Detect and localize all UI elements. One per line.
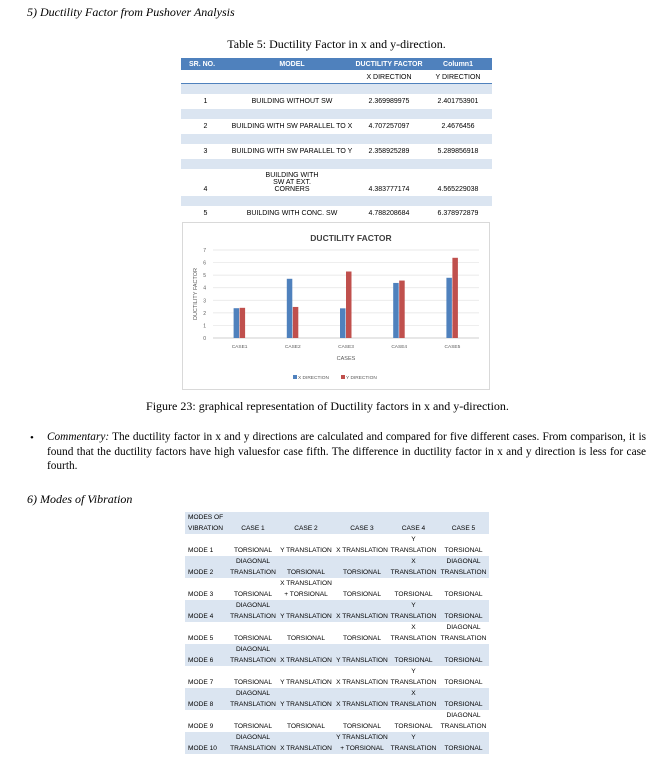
- mode-cell: DIAGONAL TRANSLATION: [229, 688, 277, 710]
- mode-cell: X TRANSLATION + TORSIONAL: [277, 578, 335, 600]
- header-column1: Column1: [424, 58, 492, 71]
- mode-cell: Y TRANSLATION: [277, 666, 335, 688]
- mode-cell: TORSIONAL: [438, 732, 489, 754]
- commentary-label: Commentary:: [47, 431, 110, 443]
- y-tick-label: 0: [203, 336, 206, 342]
- mode-cell: X TRANSLATION: [277, 732, 335, 754]
- mode-label: MODE 8: [185, 688, 229, 710]
- row-model: BUILDING WITH CONC. SW: [230, 207, 354, 221]
- row-no: 4: [181, 170, 230, 196]
- mode-cell: TORSIONAL: [335, 556, 389, 578]
- table-row: [185, 710, 489, 732]
- header-case-3: CASE 3: [335, 512, 389, 534]
- mode-cell: TORSIONAL: [438, 666, 489, 688]
- row-no: 5: [181, 207, 230, 221]
- table-row: [185, 688, 489, 710]
- mode-cell: TORSIONAL: [229, 710, 277, 732]
- mode-label: MODE 5: [185, 622, 229, 644]
- y-tick-label: 4: [203, 285, 206, 292]
- row-model: BUILDING WITH SW AT EXT. CORNERS: [230, 170, 354, 196]
- header-ductility-factor: DUCTILITY FACTOR: [354, 58, 424, 71]
- legend-swatch: [341, 375, 345, 379]
- mode-cell: TORSIONAL: [277, 710, 335, 732]
- table-row: [185, 622, 489, 644]
- mode-cell: TORSIONAL: [335, 622, 389, 644]
- bullet: •: [30, 432, 34, 444]
- bar-y-case2: [293, 307, 299, 338]
- bar-y-case5: [452, 258, 458, 338]
- mode-cell: Y TRANSLATION: [389, 666, 438, 688]
- bar-x-case4: [393, 283, 399, 338]
- figure-23-caption: Figure 23: graphical representation of Ductility factors in x and y-direction.: [146, 399, 509, 413]
- y-tick-label: 3: [203, 298, 206, 305]
- row-y-value: 2.401753901: [424, 95, 492, 109]
- mode-cell: TORSIONAL: [229, 578, 277, 600]
- header-modes-of-vibration: MODES OF VIBRATION: [185, 512, 229, 534]
- header-model: MODEL: [230, 58, 354, 71]
- mode-label: MODE 10: [185, 732, 229, 754]
- header-case-2: CASE 2: [277, 512, 335, 534]
- row-y-value: 6.378972879: [424, 207, 492, 221]
- bar-x-case2: [287, 279, 293, 338]
- mode-label: MODE 7: [185, 666, 229, 688]
- row-x-value: 4.788208684: [354, 207, 424, 221]
- header-sr-no: SR. NO.: [181, 58, 230, 71]
- table-header-row: [181, 58, 492, 71]
- mode-cell: TORSIONAL: [389, 644, 438, 666]
- subheader-empty: [181, 71, 230, 84]
- mode-label: MODE 2: [185, 556, 229, 578]
- x-tick-label: CASE1: [231, 345, 248, 350]
- row-y-value: 5.289856918: [424, 145, 492, 159]
- y-tick-label: 6: [203, 260, 206, 267]
- mode-cell: Y TRANSLATION + TORSIONAL: [335, 732, 389, 754]
- bar-y-case1: [240, 308, 246, 338]
- mode-cell: X TRANSLATION: [335, 666, 389, 688]
- ductility-factor-chart: [182, 222, 490, 390]
- mode-cell: TORSIONAL: [229, 666, 277, 688]
- ductility-factor-table: [181, 58, 492, 221]
- mode-cell: Y TRANSLATION: [335, 644, 389, 666]
- bar-x-case5: [446, 278, 452, 338]
- subheader-x-direction: X DIRECTION: [354, 71, 424, 84]
- mode-cell: TORSIONAL: [229, 622, 277, 644]
- y-tick-label: 5: [203, 273, 206, 280]
- row-y-value: 4.565229038: [424, 170, 492, 196]
- mode-cell: X TRANSLATION: [277, 644, 335, 666]
- mode-label: MODE 4: [185, 600, 229, 622]
- row-no: 2: [181, 120, 230, 134]
- table-row: [185, 644, 489, 666]
- mode-cell: X TRANSLATION: [335, 600, 389, 622]
- modes-of-vibration-table: [185, 512, 489, 754]
- mode-cell: TORSIONAL: [389, 710, 438, 732]
- row-x-value: 2.369989975: [354, 95, 424, 109]
- mode-cell: X TRANSLATION: [335, 534, 389, 556]
- mode-cell: X TRANSLATION: [335, 688, 389, 710]
- row-model: BUILDING WITHOUT SW: [230, 95, 354, 109]
- y-tick-label: 2: [203, 310, 206, 317]
- mode-label: MODE 3: [185, 578, 229, 600]
- mode-cell: TORSIONAL: [438, 534, 489, 556]
- commentary-text: The ductility factor in x and y directions are calculated and compared for five different cases. From comparison, it is found that the ductility factors have high valuesfor case fifth. The difference in ductility factor in x and y direction is less for case fourth.: [47, 431, 646, 472]
- table-row: [181, 170, 492, 196]
- table-row: [185, 556, 489, 578]
- table-row: [185, 534, 489, 556]
- row-x-value: 4.707257097: [354, 120, 424, 134]
- mode-cell: TORSIONAL: [389, 578, 438, 600]
- mode-label: MODE 6: [185, 644, 229, 666]
- bar-y-case3: [346, 271, 352, 338]
- table-row: [185, 578, 489, 600]
- table-row: [181, 207, 492, 221]
- mode-label: MODE 1: [185, 534, 229, 556]
- table-row: [181, 95, 492, 109]
- table-row: [181, 145, 492, 159]
- row-no: 3: [181, 145, 230, 159]
- x-tick-label: CASE4: [391, 345, 408, 350]
- x-tick-label: CASE2: [284, 345, 301, 350]
- row-model: BUILDING WITH SW PARALLEL TO Y: [230, 145, 354, 159]
- y-tick-label: 1: [203, 323, 206, 330]
- mode-cell: Y TRANSLATION: [277, 688, 335, 710]
- table-row: [185, 600, 489, 622]
- mode-label: MODE 9: [185, 710, 229, 732]
- table-5-caption: Table 5: Ductility Factor in x and y-direction.: [227, 37, 446, 51]
- chart-title: DUCTILITY FACTOR: [310, 233, 392, 243]
- mode-cell: TORSIONAL: [335, 710, 389, 732]
- mode-cell: Y TRANSLATION: [277, 600, 335, 622]
- mode-cell: DIAGONAL TRANSLATION: [229, 600, 277, 622]
- mode-cell: TORSIONAL: [438, 644, 489, 666]
- x-tick-label: CASE3: [338, 345, 354, 350]
- mode-cell: TORSIONAL: [277, 622, 335, 644]
- subheader-y-direction: Y DIRECTION: [424, 71, 492, 84]
- mode-cell: X TRANSLATION: [389, 688, 438, 710]
- section-5-heading: 5) Ductility Factor from Pushover Analysis: [27, 5, 235, 19]
- y-axis-label: DUCTILITY FACTOR: [193, 267, 199, 321]
- legend-entry: Y DIRECTION: [346, 376, 377, 381]
- mode-cell: X TRANSLATION: [389, 622, 438, 644]
- mode-cell: TORSIONAL: [438, 688, 489, 710]
- bar-x-case3: [340, 308, 346, 338]
- row-y-value: 2.4676456: [424, 120, 492, 134]
- table-row: [185, 732, 489, 754]
- table-row: [185, 666, 489, 688]
- bar-x-case1: [234, 308, 240, 338]
- row-no: 1: [181, 95, 230, 109]
- mode-cell: Y TRANSLATION: [277, 534, 335, 556]
- mode-cell: DIAGONAL TRANSLATION: [229, 644, 277, 666]
- subheader-empty: [230, 71, 354, 84]
- legend-entry: X DIRECTION: [298, 376, 329, 381]
- row-model: BUILDING WITH SW PARALLEL TO X: [230, 120, 354, 134]
- row-x-value: 2.358925289: [354, 145, 424, 159]
- bar-y-case4: [399, 281, 405, 338]
- y-tick-label: 7: [203, 248, 206, 254]
- header-case-1: CASE 1: [229, 512, 277, 534]
- table-subheader-row: [181, 71, 492, 84]
- mode-cell: DIAGONAL TRANSLATION: [438, 556, 489, 578]
- mode-cell: TORSIONAL: [229, 534, 277, 556]
- row-x-value: 4.383777174: [354, 170, 424, 196]
- header-case-4: CASE 4: [389, 512, 438, 534]
- mode-cell: Y TRANSLATION: [389, 534, 438, 556]
- mode-cell: DIAGONAL TRANSLATION: [438, 710, 489, 732]
- mode-cell: DIAGONAL TRANSLATION: [229, 556, 277, 578]
- mode-cell: Y TRANSLATION: [389, 600, 438, 622]
- x-axis-label: CASES: [336, 356, 356, 362]
- commentary-paragraph: [47, 430, 646, 474]
- modes-header-row: [185, 512, 489, 534]
- mode-cell: X TRANSLATION: [389, 556, 438, 578]
- chart-canvas: [183, 223, 489, 389]
- mode-cell: TORSIONAL: [335, 578, 389, 600]
- mode-cell: TORSIONAL: [277, 556, 335, 578]
- header-case-5: CASE 5: [438, 512, 489, 534]
- legend-swatch: [293, 375, 297, 379]
- section-6-heading: 6) Modes of Vibration: [27, 492, 133, 506]
- mode-cell: DIAGONAL TRANSLATION: [438, 622, 489, 644]
- table-row: [181, 120, 492, 134]
- mode-cell: TORSIONAL: [438, 578, 489, 600]
- mode-cell: TORSIONAL: [438, 600, 489, 622]
- mode-cell: Y TRANSLATION: [389, 732, 438, 754]
- x-tick-label: CASE5: [444, 345, 461, 350]
- mode-cell: DIAGONAL TRANSLATION: [229, 732, 277, 754]
